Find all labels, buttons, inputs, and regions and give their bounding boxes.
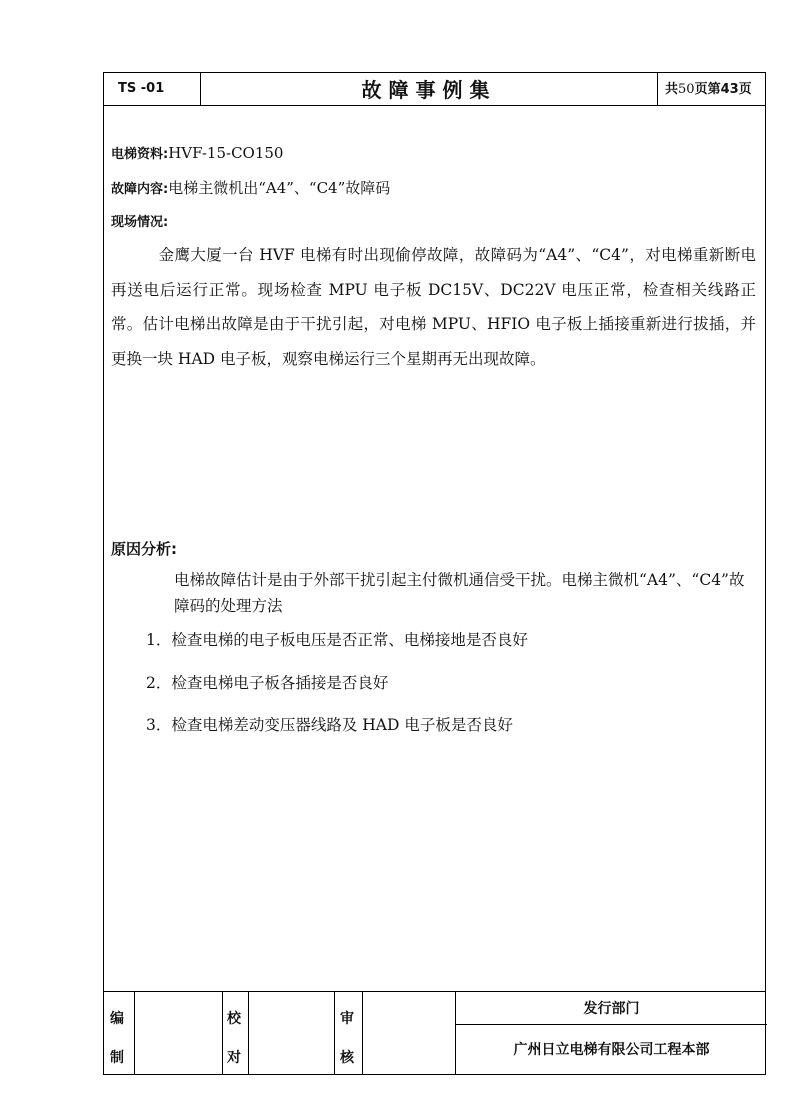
review-label-top: 审 (340, 1011, 354, 1027)
fault-content-row (111, 177, 390, 198)
proof-signature-cell (249, 992, 335, 1075)
compile-signature-cell (135, 992, 223, 1075)
review-label-bottom: 核 (340, 1050, 354, 1066)
current-page: 43 (720, 82, 739, 97)
total-pages: 50 (678, 82, 695, 97)
issuing-department-name: 广州日立电梯有限公司工程本部 (513, 1042, 710, 1058)
cause-item-1: 1．检查电梯的电子板电压是否正常、电梯接地是否良好 (146, 631, 528, 649)
document-code: TS -01 (104, 73, 201, 105)
fault-content-value: 电梯主微机出“A4”、“C4”故障码 (168, 179, 391, 197)
compile-label-cell (104, 992, 135, 1075)
elevator-info-row (111, 143, 283, 162)
review-signature-cell (363, 992, 456, 1075)
cause-item-3: 3．检查电梯差动变压器线路及 HAD 电子板是否良好 (146, 716, 513, 734)
review-label-cell (335, 992, 363, 1075)
site-condition-text: 金鹰大厦一台 HVF 电梯有时出现偷停故障，故障码为“A4”、“C4”，对电梯重新断电再送电后运行正常。现场检查 MPU 电子板 DC15V、DC22V 电压正常，检查相关线路正常。估计电梯出故障是由于干扰引起，对电梯 MPU、HFIO 电子板上插接重新进行拔插，并更换一块 HAD 电子板，观察电梯运行三个星期再无出现故障。 (111, 246, 756, 368)
elevator-info-label: 电梯资料: (111, 147, 169, 162)
proof-label-cell (223, 992, 249, 1075)
approval-footer (104, 991, 765, 1075)
page-prefix: 共 (665, 82, 679, 97)
issuing-department-label: 发行部门 (456, 992, 767, 1025)
site-condition-row (111, 211, 168, 230)
document-title: 故障事例集 (361, 78, 497, 102)
document-header (104, 73, 765, 106)
elevator-info-value: HVF-15-CO150 (168, 144, 284, 162)
document-frame (103, 72, 766, 1075)
proof-label-bottom: 对 (227, 1050, 241, 1066)
compile-label-bottom: 制 (110, 1050, 124, 1066)
proof-label-top: 校 (227, 1011, 241, 1027)
cause-item-2: 2．检查电梯电子板各插接是否良好 (146, 674, 389, 692)
cause-analysis-text: 电梯故障估计是由于外部干扰引起主付微机通信受干扰。电梯主微机“A4”、“C4”故障码的处理方法 (174, 571, 745, 615)
compile-label-top: 编 (110, 1011, 124, 1027)
page-counter (657, 73, 767, 105)
cause-analysis-label: 原因分析: (111, 540, 177, 558)
page-mid: 页第 (694, 82, 721, 97)
site-condition-label: 现场情况: (111, 215, 169, 230)
page-suffix: 页 (738, 82, 752, 97)
fault-content-label: 故障内容: (111, 182, 169, 197)
